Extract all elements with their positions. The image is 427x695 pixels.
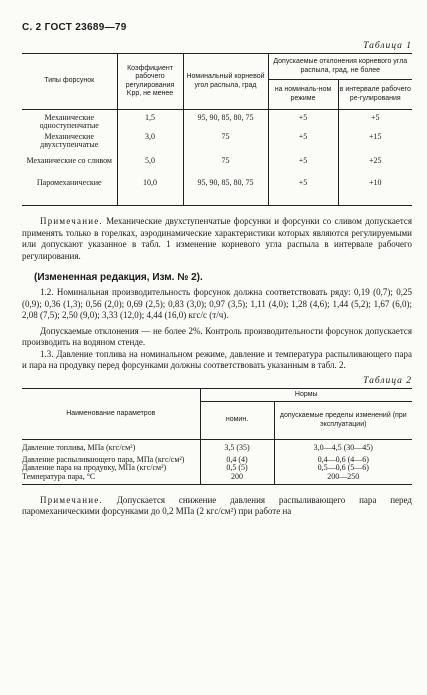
t1-name: Механические со сливом (26, 155, 112, 165)
document-page (22, 22, 412, 518)
t1-dev-int: +10 (338, 178, 412, 206)
t2-col-norms: Нормы (200, 388, 412, 401)
t1-dev-int: +5 (338, 110, 412, 132)
paragraph-deviation: Допускаемые отклонения — не более 2%. Контроль производительности форсунок допускается производить на водяном стенде. (22, 325, 412, 348)
table1 (22, 53, 412, 206)
t2-nom: 0,5 (5) (200, 464, 274, 473)
t1-dev-int: +15 (338, 132, 412, 156)
t1-dev-nom: +5 (268, 178, 338, 206)
t1-col-dev-nom: на номиналь-ном режиме (268, 80, 338, 110)
note1-text: Механические двухступенчатые форсунки и форсунки со сливом допускается применять только в горелках, аэродинамические характеристики которых являются регулируемыми или допускают указанное в табл. 1 изменение корневого угла распыла в интервале рабочего регулирования. (22, 216, 413, 261)
t1-dev-nom: +5 (268, 156, 338, 178)
t1-dev-int: +25 (338, 156, 412, 178)
t2-name: Давление пара на продувку, МПа (кгс/см²) (22, 463, 167, 473)
t2-nom: 200 (200, 473, 274, 484)
t2-col-lim: допускаемые пределы изменений (при эксплуатации) (274, 402, 412, 440)
table2 (22, 388, 412, 485)
note1-label: Примечание. (40, 216, 103, 227)
t1-name: Механические одноступенчатые (39, 113, 99, 131)
t2-nom: 0,4 (4) (200, 456, 274, 465)
t1-col-dev-int: в интервале рабочего ре-гулирования (338, 80, 412, 110)
table-row (22, 132, 412, 156)
table-row (22, 473, 412, 484)
t1-coef: 3,0 (117, 132, 183, 156)
t1-col-coef: Коэффициент рабочего регулирования Kрр, не менее (117, 54, 183, 110)
t1-col-dev: Допускаемые отклонения корневого угла распыла, град, не более (268, 54, 412, 80)
t1-col-angle: Номинальный корневой угол распыла, град (183, 54, 268, 110)
t1-name: Механические двухступенчатые (40, 131, 99, 150)
t2-name: Температура пара, °С (22, 472, 96, 482)
t1-angle: 75 (183, 156, 268, 178)
paragraph-1-3: 1.3. Давление топлива на номинальном режиме, давление и температура распыливающего пара и пара на продувку перед форсунками должны соответствовать указанным в табл. 2. (22, 348, 412, 371)
t2-lim: 0,4—0,6 (4—6) (274, 456, 412, 465)
t1-dev-nom: +5 (268, 110, 338, 132)
table2-caption: Таблица 2 (363, 375, 412, 386)
t1-coef: 1,5 (117, 110, 183, 132)
t2-lim: 3,0—4,5 (30—45) (274, 440, 412, 456)
table-row (22, 178, 412, 206)
t2-col-nom: номин. (200, 402, 274, 440)
note-2 (22, 495, 412, 518)
edit-notice: (Измененная редакция, Изм. № 2). (34, 272, 203, 284)
note-1 (22, 216, 412, 262)
t1-dev-nom: +5 (268, 132, 338, 156)
table1-caption: Таблица 1 (363, 41, 412, 51)
t1-angle: 75 (183, 132, 268, 156)
t1-name: Паромеханические (36, 177, 102, 187)
t2-name: Давление топлива, МПа (кгс/см²) (22, 443, 136, 452)
table-row (22, 110, 412, 132)
t1-col-type: Типы форсунок (22, 54, 117, 110)
table-row (22, 440, 412, 456)
note2-label: Примечание. (40, 494, 103, 505)
t2-name: Давление распыливающего пара, МПа (кгс/см²) (22, 454, 185, 464)
t2-lim: 200—250 (274, 473, 412, 484)
t1-angle: 95, 90, 85, 80, 75 (183, 110, 268, 132)
t2-lim: 0,5—0,6 (5—6) (274, 464, 412, 473)
page-header: С. 2 ГОСТ 23689—79 (22, 22, 127, 33)
t1-coef: 10,0 (117, 178, 183, 206)
t2-col-name: Наименование параметров (22, 388, 200, 439)
t1-angle: 95, 90, 85, 80, 75 (183, 178, 268, 206)
note2-text: Допускается снижение давления распыливающего пара перед паромеханическими форсунками до 0,2 МПа (2 кгс/см²) при работе на (22, 494, 412, 517)
paragraph-1-2: 1.2. Номинальная производительность форсунок должна соответствовать ряду: 0,19 (0,7); 0,25 (0,9); 0,36 (1,3); 0,56 (2,0); 0,69 (2,5); 0,83 (3,0); 0,97 (3,5); 1,11 (4,0); 1,28 (4,6); 1,44 (5,2); 1,67 (6,0); 2,08 (7,5); 2,50 (9,0); 3,33 (12,0); 4,44 (16,0) кгс/с (т/ч). (22, 287, 412, 321)
t1-coef: 5,0 (117, 156, 183, 178)
t2-nom: 3,5 (35) (200, 440, 274, 456)
table-row (22, 156, 412, 178)
